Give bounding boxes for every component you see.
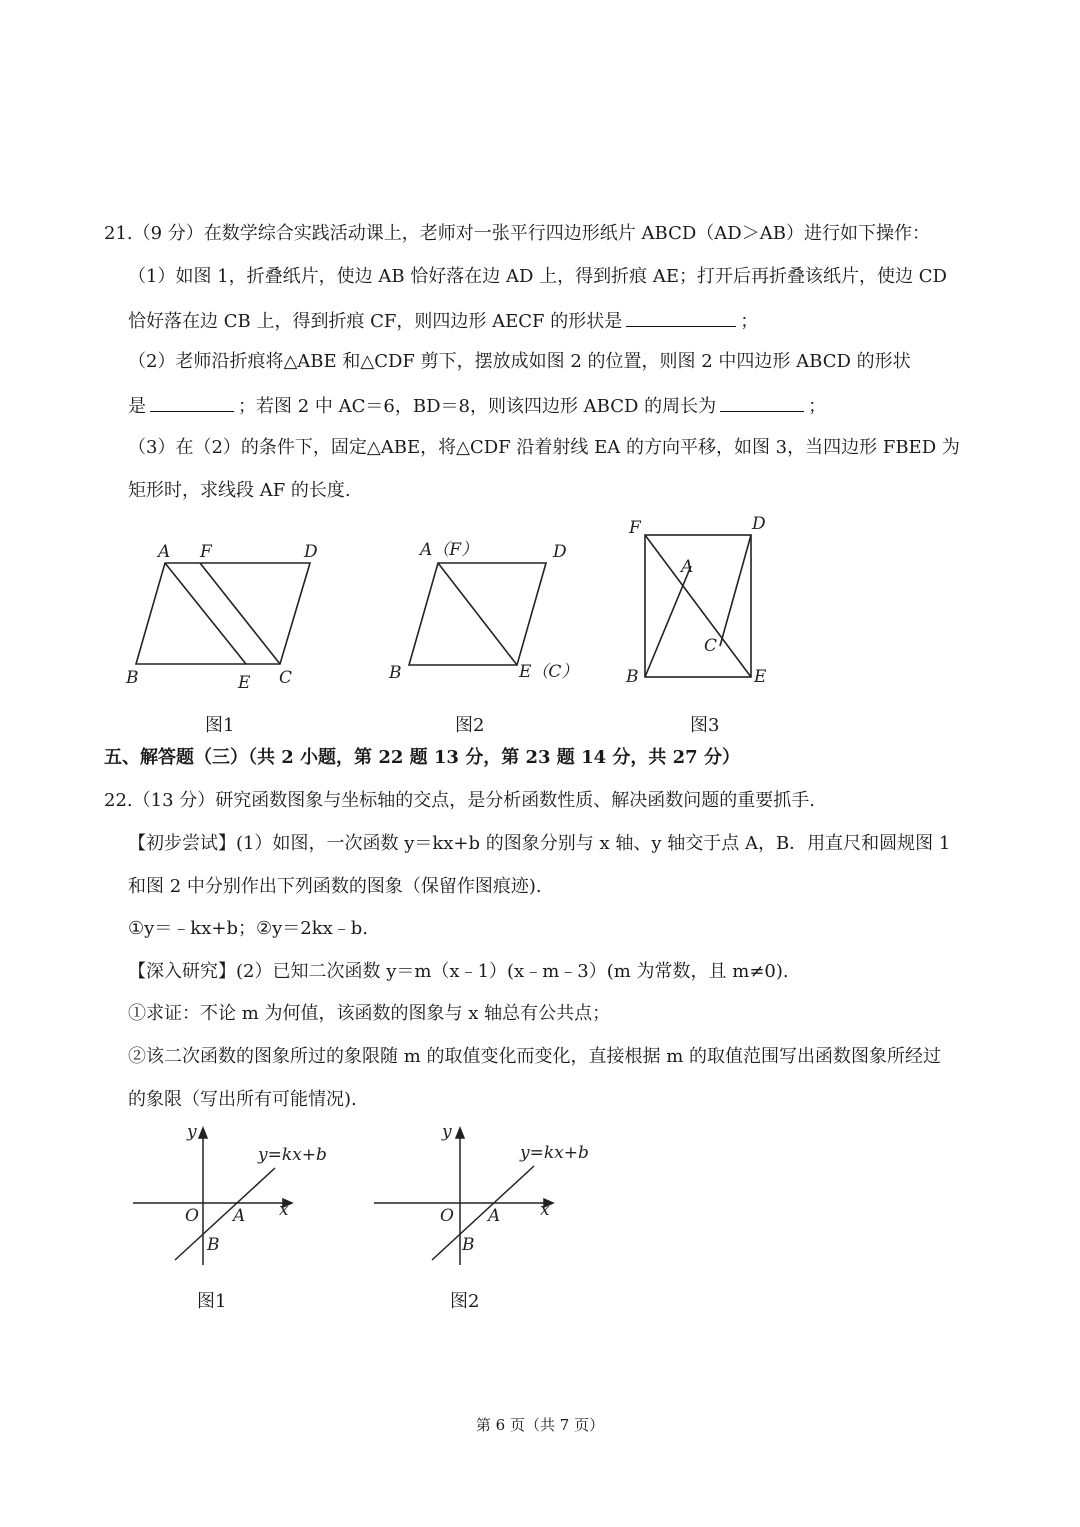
q21-part3-line2: 矩形时，求线段 AF 的长度.	[128, 480, 351, 501]
caption-21-3: 图3	[690, 715, 720, 736]
point-B-label: B	[207, 1235, 220, 1255]
q21-part2-end: ；	[808, 396, 827, 417]
label-E: E	[754, 667, 767, 687]
label-D: D	[304, 542, 318, 562]
line-equation: y=kx+b	[520, 1143, 589, 1163]
q22-quadrant-line2: 的象限（写出所有可能情况).	[128, 1089, 357, 1110]
graph-22-2	[370, 1120, 620, 1320]
axis-x-label: x	[279, 1200, 289, 1220]
label-A: A	[158, 542, 171, 562]
q21-part2-line2	[128, 393, 826, 419]
label-A: A	[681, 557, 694, 577]
label-E: E	[238, 673, 251, 693]
label-F: F	[200, 542, 212, 562]
axis-y-label: y	[442, 1122, 452, 1142]
q22-prove: ①求证：不论 m 为何值，该函数的图象与 x 轴总有公共点；	[128, 1003, 611, 1024]
label-D: D	[752, 514, 766, 534]
caption-21-2: 图2	[455, 715, 485, 736]
q22-functions: ①y＝﹣kx+b；②y＝2kx﹣b.	[128, 918, 369, 939]
origin-label: O	[185, 1206, 199, 1226]
q21-stem: 21.（9 分）在数学综合实践活动课上，老师对一张平行四边形纸片 ABCD（AD＞AB）进行如下操作：	[104, 223, 930, 244]
page-footer: 第 6 页（共 7 页）	[475, 1416, 605, 1434]
figure-21-2	[380, 535, 590, 685]
q22-try-line1: 【初步尝试】(1）如图，一次函数 y＝kx+b 的图象分别与 x 轴、y 轴交于点 A，B．用直尺和圆规图 1	[128, 833, 951, 854]
q22-deep: 【深入研究】(2）已知二次函数 y＝m（x﹣1）(x﹣m﹣3）(m 为常数，且 m≠0).	[128, 961, 789, 982]
label-B: B	[626, 667, 639, 687]
caption-22-2: 图2	[450, 1291, 480, 1312]
figure-21-3	[620, 510, 780, 690]
label-F: F	[629, 518, 641, 538]
figure-21-1	[120, 535, 340, 695]
label-E-C: E（C）	[519, 662, 579, 682]
point-A-label: A	[488, 1206, 501, 1226]
label-A-F: A（F）	[420, 540, 479, 560]
graph-22-1	[125, 1120, 365, 1320]
line-equation: y=kx+b	[258, 1145, 327, 1165]
origin-label: O	[440, 1206, 454, 1226]
answer-blank-2	[150, 393, 234, 412]
label-B: B	[126, 668, 139, 688]
point-A-label: A	[233, 1206, 246, 1226]
q22-quadrant-line1: ②该二次函数的图象所过的象限随 m 的取值变化而变化，直接根据 m 的取值范围写出函数图象所经过	[128, 1046, 942, 1067]
answer-blank-3	[720, 393, 804, 412]
q21-part1-line1: （1）如图 1，折叠纸片，使边 AB 恰好落在边 AD 上，得到折痕 AE；打开后再折叠该纸片，使边 CD	[128, 266, 947, 287]
q21-part2-pre: 是	[128, 396, 146, 417]
label-B: B	[389, 663, 402, 683]
label-C: C	[279, 668, 293, 688]
q22-stem: 22.（13 分）研究函数图象与坐标轴的交点，是分析函数性质、解决函数问题的重要抓手.	[104, 790, 815, 811]
label-D: D	[553, 542, 567, 562]
section-heading: 五、解答题（三）（共 2 小题，第 22 题 13 分，第 23 题 14 分，共 27 分）	[104, 747, 740, 768]
caption-22-1: 图1	[197, 1291, 227, 1312]
axis-y-label: y	[187, 1122, 197, 1142]
point-B-label: B	[462, 1235, 475, 1255]
answer-blank-1	[626, 308, 736, 327]
q21-part2-line1: （2）老师沿折痕将△ABE 和△CDF 剪下，摆放成如图 2 的位置，则图 2 中四边形 ABCD 的形状	[128, 351, 911, 372]
label-C: C	[704, 636, 718, 656]
q21-part1-text: 恰好落在边 CB 上，得到折痕 CF，则四边形 AECF 的形状是	[128, 311, 623, 332]
q21-part3-line1: （3）在（2）的条件下，固定△ABE，将△CDF 沿着射线 EA 的方向平移，如图 3，当四边形 FBED 为	[128, 437, 960, 458]
q22-try-line2: 和图 2 中分别作出下列函数的图象（保留作图痕迹).	[128, 876, 542, 897]
q21-part1-line2	[128, 308, 758, 334]
caption-21-1: 图1	[205, 715, 235, 736]
q21-part2-mid: ；若图 2 中 AC＝6，BD＝8，则该四边形 ABCD 的周长为	[238, 396, 717, 417]
q21-part1-end: ；	[740, 311, 759, 332]
axis-x-label: x	[540, 1200, 550, 1220]
